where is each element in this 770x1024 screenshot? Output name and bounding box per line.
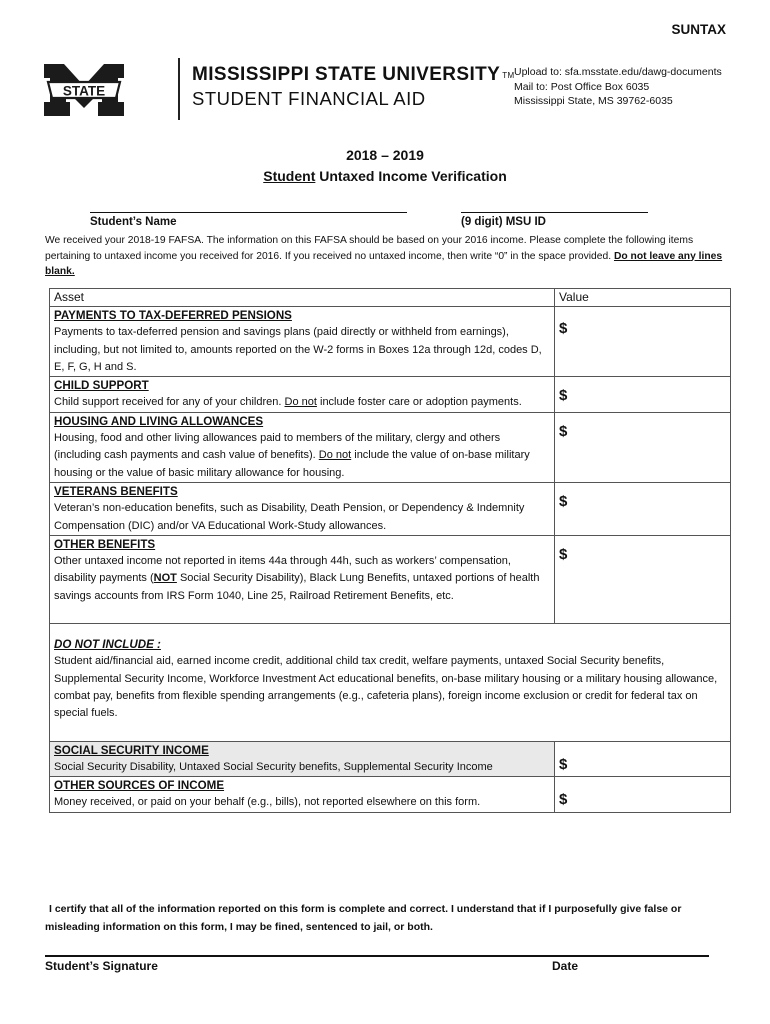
- row-title: PAYMENTS TO TAX-DEFERRED PENSIONS: [54, 309, 292, 322]
- value-input-cell[interactable]: $: [555, 777, 731, 813]
- instructions: We received your 2018-19 FAFSA. The information on this FAFSA should be based on your 2016 income. Please complete the following items pertaining to untaxed income you received for 2016. If you received no untaxed income, then write “0” in the space provided. Do not leave any lines blank.: [45, 235, 723, 277]
- asset-cell: [50, 535, 555, 623]
- do-not-include-row: [50, 624, 731, 741]
- msu-id-label: (9 digit) MSU ID: [461, 216, 546, 228]
- trademark-symbol: TM: [502, 71, 515, 80]
- value-input-cell[interactable]: $: [555, 412, 731, 482]
- asset-cell: [50, 741, 555, 777]
- do-not-include-cell: [50, 624, 731, 741]
- asset-column-header: Asset: [50, 289, 555, 307]
- table-row: [50, 741, 731, 777]
- value-input-cell[interactable]: $: [555, 482, 731, 535]
- row-description: Housing, food and other living allowances paid to members of the military, clergy and others (including cash payments and cash value of benefits). Do not include the value of on-base military housing or the value of basic military allowance for housing.: [54, 432, 530, 479]
- value-column-header: Value: [555, 289, 731, 307]
- table-row: [50, 777, 731, 813]
- do-not-include-text: Student aid/financial aid, earned income credit, additional child tax credit, welfare payments, untaxed Social Security benefits, Supplemental Security Income, Workforce Investment Act educational benefits, on-base military housing or a military housing allowance, combat pay, benefits from flexible spending arrangements (e.g., cafeteria plans), foreign income exclusion or credit for federal tax on special fuels.: [54, 655, 718, 720]
- untaxed-income-table: [49, 288, 731, 813]
- student-name-line[interactable]: [90, 212, 407, 213]
- mail-line: Mail to: Post Office Box 6035: [514, 80, 650, 93]
- row-description: Veteran’s non-education benefits, such as Disability, Death Pension, or Dependency & Indemnity Compensation (DIC) and/or VA Educational Work-Study allowances.: [54, 502, 525, 532]
- form-title: Student Untaxed Income Verification: [263, 168, 507, 184]
- asset-cell: [50, 377, 555, 413]
- award-year: 2018 – 2019: [346, 147, 424, 163]
- row-description: Money received, or paid on your behalf (e.g., bills), not reported elsewhere on this form.: [54, 796, 481, 809]
- table-row: [50, 377, 731, 413]
- university-name: MISSISSIPPI STATE UNIVERSITY TM: [192, 64, 515, 85]
- value-input-cell[interactable]: $: [555, 377, 731, 413]
- row-title: OTHER BENEFITS: [54, 537, 156, 551]
- student-signature-label: Student’s Signature: [45, 959, 158, 973]
- row-title: SOCIAL SECURITY INCOME: [54, 743, 209, 757]
- do-not-leave-blank-note: Do not leave any lines blank.: [45, 250, 723, 277]
- row-description: Payments to tax-deferred pension and savings plans (paid directly or withheld from earnings), including, but not limited to, amounts reported on the W-2 forms in Boxes 12a through 12d, codes D, E, F, G, H and S.: [54, 326, 542, 373]
- asset-cell: [50, 777, 555, 813]
- table-row: [50, 535, 731, 623]
- row-title: CHILD SUPPORT: [54, 379, 149, 393]
- student-name-label: Student’s Name: [90, 216, 177, 228]
- row-description: Social Security Disability, Untaxed Social Security benefits, Supplemental Security Income: [54, 760, 493, 773]
- asset-cell: [50, 307, 555, 377]
- logo-divider: [178, 58, 180, 120]
- row-title: VETERANS BENEFITS: [54, 484, 178, 498]
- row-description: Other untaxed income not reported in items 44a through 44h, such as workers’ compensation, disability payments (NOT Social Security Disability), Black Lung Benefits, untaxed portions of health savings accounts from IRS Form 1040, Line 25, Railroad Retirement Benefits, etc.: [54, 555, 540, 602]
- university-logo: [42, 58, 515, 122]
- mailing-address: [514, 65, 722, 109]
- asset-cell: [50, 482, 555, 535]
- table-row: [50, 482, 731, 535]
- value-input-cell[interactable]: $: [555, 535, 731, 623]
- row-description: Child support received for any of your children. Do not include foster care or adoption payments.: [54, 396, 522, 409]
- msu-block-m-logo-icon: [42, 60, 126, 120]
- row-title: HOUSING AND LIVING ALLOWANCES: [54, 414, 264, 428]
- asset-cell: [50, 412, 555, 482]
- table-header-row: [50, 289, 731, 307]
- msu-id-line[interactable]: [461, 212, 648, 213]
- upload-line: Upload to: sfa.msstate.edu/dawg-documents: [514, 66, 722, 78]
- signature-line[interactable]: [45, 955, 709, 957]
- date-label: Date: [552, 959, 579, 973]
- city-line: Mississippi State, MS 39762-6035: [514, 95, 673, 107]
- value-input-cell[interactable]: $: [555, 307, 731, 377]
- office-name: STUDENT FINANCIAL AID: [192, 88, 426, 109]
- row-title: OTHER SOURCES OF INCOME: [54, 779, 225, 793]
- certification-statement: I certify that all of the information reported on this form is complete and correct. I understand that if I purposefully give false or misleading information on this form, I may be fined, sentenced to jail, or both.: [45, 903, 682, 933]
- value-input-cell[interactable]: $: [555, 741, 731, 777]
- logo-mark-text: STATE: [62, 83, 106, 99]
- do-not-include-title: DO NOT INCLUDE :: [54, 638, 161, 652]
- form-code: SUNTAX: [671, 22, 726, 37]
- table-row: [50, 307, 731, 377]
- table-row: [50, 412, 731, 482]
